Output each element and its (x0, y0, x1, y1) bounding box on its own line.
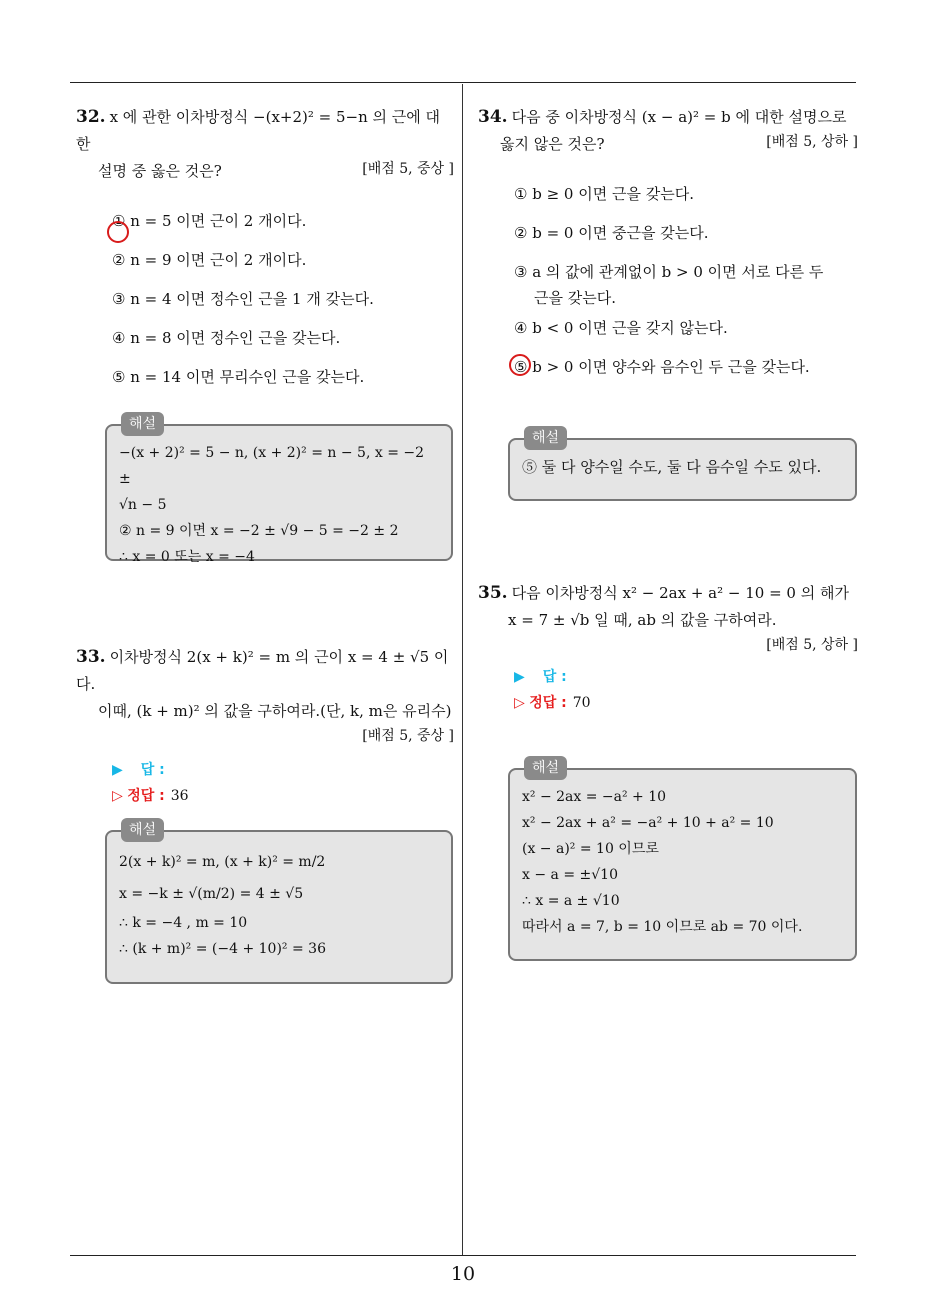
question-number: 34. (478, 107, 508, 127)
triangle-icon: ▶ (514, 669, 525, 685)
solution-tag: 해설 (524, 756, 567, 780)
solution-line-1: x² − 2ax = −a² + 10 (522, 789, 667, 805)
option-4[interactable]: ④ n = 8 이면 정수인 근을 갖는다. (112, 329, 341, 347)
question-35 (478, 580, 858, 716)
question-line-2: 설명 중 옳은 것은? (98, 162, 222, 180)
selected-answer-mark (107, 221, 129, 243)
points-label: [배점 5, 중상 ] (362, 728, 454, 744)
solution-line-1: ⑤ 둘 다 양수일 수도, 둘 다 음수일 수도 있다. (522, 458, 822, 476)
question-line-1: x 에 관한 이차방정식 −(x+2)² = 5−n 의 근에 대한 (76, 108, 441, 153)
correct-label: 정답 : (529, 695, 567, 711)
correct-label: 정답 : (127, 788, 165, 804)
option-5[interactable]: ⑤ n = 14 이면 무리수인 근을 갖는다. (112, 368, 365, 386)
points-label: [배점 5, 중상 ] (362, 161, 454, 177)
answer-row (76, 757, 454, 783)
solution-box-35 (508, 760, 857, 961)
solution-line-6: 따라서 a = 7, b = 10 이므로 ab = 70 이다. (522, 919, 803, 935)
answer-row (478, 664, 858, 690)
question-35-text (478, 580, 858, 634)
solution-line-4: ∴ x = 0 또는 x = −4 (119, 549, 255, 565)
solution-line-1: −(x + 2)² = 5 − n, (x + 2)² = n − 5, x = −2 ± (119, 445, 425, 487)
solution-line-3: ② n = 9 이면 x = −2 ± √9 − 5 = −2 ± 2 (119, 523, 399, 539)
solution-line-4: ∴ (k + m)² = (−4 + 10)² = 36 (119, 941, 326, 957)
solution-line-2: √n − 5 (119, 497, 167, 513)
triangle-outline-icon: ▷ (112, 788, 128, 804)
question-number: 32. (76, 107, 106, 127)
option-5[interactable]: ⑤ b > 0 이면 양수와 음수인 두 근을 갖는다. (514, 358, 810, 376)
solution-tag: 해설 (121, 412, 164, 436)
question-34 (478, 104, 858, 395)
option-3-line-2: 근을 갖는다. (534, 289, 616, 307)
solution-line-3: (x − a)² = 10 이므로 (522, 841, 659, 857)
option-3[interactable]: ③ n = 4 이면 정수인 근을 1 개 갖는다. (112, 290, 374, 308)
solution-line-2: x² − 2ax + a² = −a² + 10 + a² = 10 (522, 815, 774, 831)
solution-line-4: x − a = ±√10 (522, 867, 618, 883)
question-line-2: 이때, (k + m)² 의 값을 구하여라.(단, k, m은 유리수) (98, 702, 452, 720)
option-1[interactable]: ① b ≥ 0 이면 근을 갖는다. (514, 185, 694, 203)
question-33 (76, 644, 454, 809)
question-line-1: 이차방정식 2(x + k)² = m 의 근이 x = 4 ± √5 이다. (76, 648, 449, 693)
triangle-icon: ▶ (112, 762, 123, 778)
top-rule (70, 82, 856, 83)
solution-line-5: ∴ x = a ± √10 (522, 893, 620, 909)
bottom-rule (70, 1255, 856, 1256)
solution-tag: 해설 (524, 426, 567, 450)
option-2[interactable]: ② n = 9 이면 근이 2 개이다. (112, 251, 307, 269)
solution-line-3: ∴ k = −4 , m = 10 (119, 915, 248, 931)
correct-value: 70 (572, 695, 591, 711)
triangle-outline-icon: ▷ (514, 695, 530, 711)
answer-label: 답 : (542, 669, 567, 685)
question-32 (76, 104, 454, 405)
column-divider (462, 84, 463, 1256)
solution-line-2: x = −k ± √(m/2) = 4 ± √5 (119, 886, 304, 902)
option-3-line-1: ③ a 의 값에 관계없이 b > 0 이면 서로 다른 두 (514, 263, 824, 281)
correct-answer-row (76, 783, 454, 809)
question-line-2: 옳지 않은 것은? (500, 135, 605, 153)
solution-tag: 해설 (121, 818, 164, 842)
question-number: 35. (478, 583, 508, 603)
option-4[interactable]: ④ b < 0 이면 근을 갖지 않는다. (514, 319, 728, 337)
question-number: 33. (76, 647, 106, 667)
answer-label: 답 : (140, 762, 165, 778)
question-33-text (76, 644, 454, 725)
question-line-2: x = 7 ± √b 일 때, ab 의 값을 구하여라. (508, 611, 777, 629)
option-1[interactable]: ① n = 5 이면 근이 2 개이다. (112, 212, 307, 230)
selected-answer-mark (509, 354, 531, 376)
solution-box-33 (105, 822, 453, 984)
options-list (76, 210, 454, 388)
points-label: [배점 5, 상하 ] (766, 637, 858, 653)
question-line-1: 다음 이차방정식 x² − 2ax + a² − 10 = 0 의 해가 (511, 584, 849, 602)
page-number: 10 (450, 1263, 476, 1285)
solution-box-32 (105, 416, 453, 565)
options-list (478, 183, 858, 378)
question-line-1: 다음 중 이차방정식 (x − a)² = b 에 대한 설명으로 (511, 108, 847, 126)
points-label: [배점 5, 상하 ] (766, 134, 858, 150)
option-2[interactable]: ② b = 0 이면 중근을 갖는다. (514, 224, 709, 242)
option-3[interactable] (478, 261, 858, 309)
solution-box-34 (508, 430, 857, 501)
solution-line-1: 2(x + k)² = m, (x + k)² = m/2 (119, 854, 326, 870)
correct-value: 36 (170, 788, 189, 804)
correct-answer-row (478, 690, 858, 716)
